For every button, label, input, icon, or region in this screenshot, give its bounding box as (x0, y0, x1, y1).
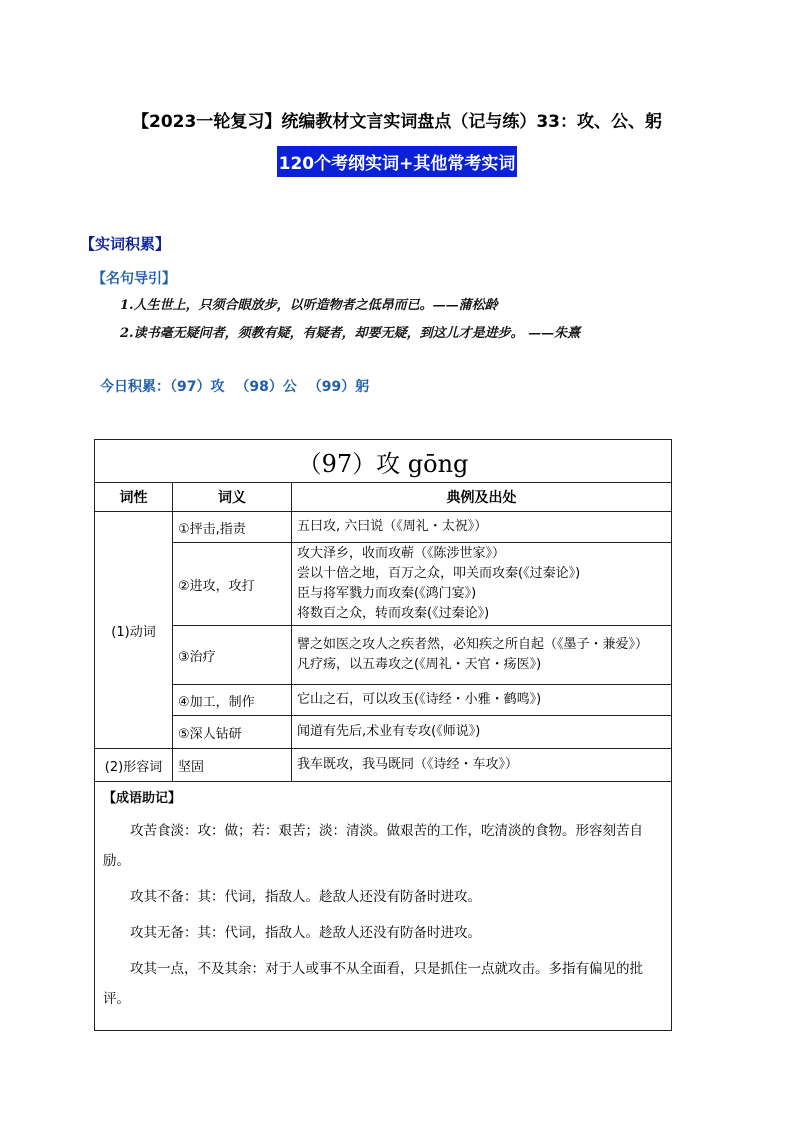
meaning-cell: ①抨击,指责 (173, 512, 292, 543)
meaning-cell: ⑤深人钻研 (173, 716, 292, 749)
idiom-entry: 攻其不备：其：代词，指敌人。趁敌人还没有防备时进攻。 (130, 889, 481, 905)
subtitle-banner (0, 146, 794, 177)
examples-cell (292, 685, 672, 716)
example-line: 譬之如医之攻人之疾者然，必知疾之所自起（《墨子・兼爱》） (297, 637, 649, 652)
idiom-entry: 攻苦食淡：攻：做；若：艰苦；淡：清淡。做艰苦的工作，吃清淡的食物。形容刻苦自励。 (103, 823, 643, 869)
idiom-heading: 【成语助记】 (103, 791, 182, 806)
examples-cell (292, 749, 672, 782)
example-line: 五曰攻, 六曰说（《周礼・太祝》） (297, 519, 488, 534)
meaning-cell: ③治疗 (173, 626, 292, 685)
meaning-cell: ②进攻，攻打 (173, 543, 292, 626)
word-table (94, 439, 672, 1031)
table-heading: （97）攻 gōng (95, 440, 672, 483)
example-line: 尝以十倍之地，百万之众，叩关而攻秦(《过秦论》) (297, 566, 581, 581)
example-line: 它山之石，可以攻玉(《诗经・小雅・鹤鸣》) (297, 692, 542, 707)
example-line: 我车既攻，我马既同（《诗经・车攻》） (297, 757, 519, 772)
example-line: 攻大泽乡，收而攻蕲（《陈涉世家》） (297, 546, 506, 561)
quote-2: 2.读书毫无疑问者，须教有疑，有疑者，却要无疑，到这儿才是进步。 ——朱熹 (120, 326, 581, 341)
examples-cell (292, 626, 672, 685)
examples-cell (292, 543, 672, 626)
pos-adjective: (2)形容词 (95, 749, 173, 782)
section-heading: 【实词积累】 (80, 235, 171, 253)
document-title: 【2023一轮复习】统编教材文言实词盘点（记与练）33：攻、公、躬 (132, 112, 662, 132)
example-line: 将数百之众，转而攻秦(《过秦论》) (297, 606, 490, 621)
idiom-entry: 攻其无备：其：代词，指敌人。趁敌人还没有防备时进攻。 (130, 925, 481, 941)
example-line: 臣与将军戮力而攻秦(《鸿门宴》) (297, 586, 477, 601)
idiom-entry: 攻其一点，不及其余：对于人或事不从全面看，只是抓住一点就攻击。多指有偏见的批评。 (103, 961, 643, 1007)
today-accumulation: 今日积累：（97）攻 （98）公 （99）躬 (100, 379, 370, 395)
subtitle-text: 120个考纲实词+其他常考实词 (277, 146, 518, 177)
meaning-cell: ④加工，制作 (173, 685, 292, 716)
col-header-examples: 典例及出处 (292, 483, 672, 512)
pos-verb: (1)动词 (95, 512, 173, 749)
example-line: 凡疗疡，以五毒攻之(《周礼・天官・疡医》) (297, 657, 542, 672)
col-header-meaning: 词义 (173, 483, 292, 512)
examples-cell (292, 512, 672, 543)
col-header-pos: 词性 (95, 483, 173, 512)
quote-1: 1.人生世上，只须合眼放步，以听造物者之低昂而已。——蒲松龄 (120, 298, 498, 313)
idiom-section (95, 782, 672, 1031)
examples-cell (292, 716, 672, 749)
example-line: 闻道有先后,术业有专攻(《师说》) (297, 724, 481, 739)
meaning-cell: 坚固 (173, 749, 292, 782)
subsection-heading: 【名句导引】 (92, 271, 176, 287)
